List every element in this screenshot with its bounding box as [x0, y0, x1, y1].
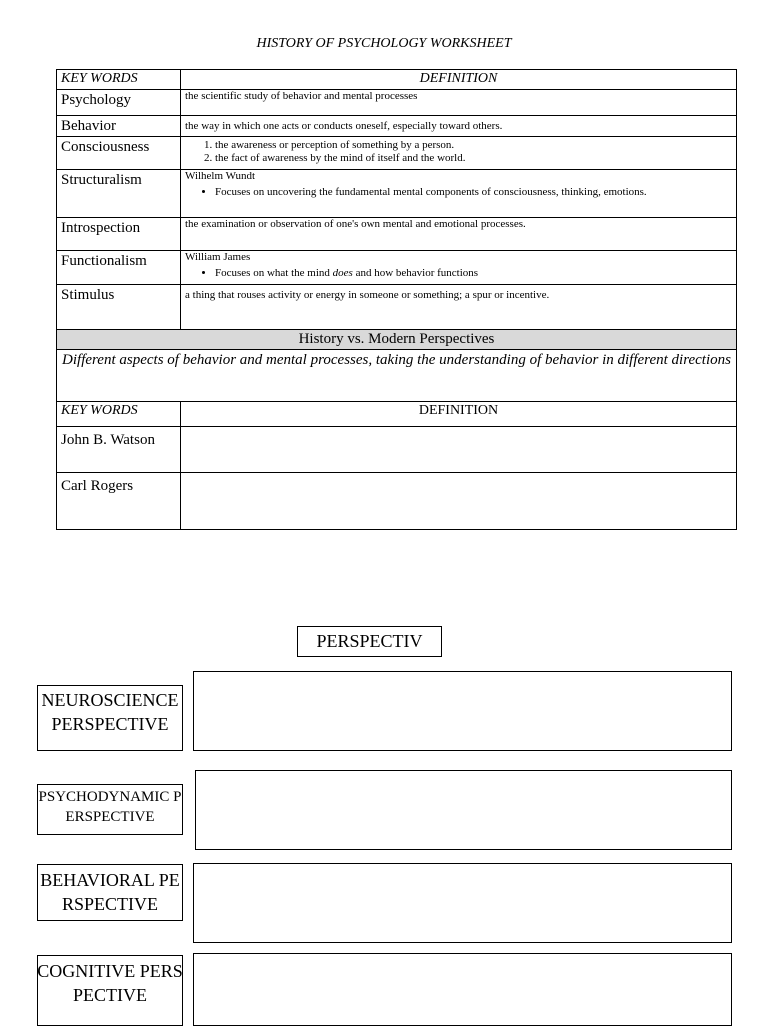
- worksheet-title: HISTORY OF PSYCHOLOGY WORKSHEET: [256, 36, 512, 51]
- psychodynamic-label: PSYCHODYNAMIC PERSPECTIVE: [38, 789, 182, 825]
- table-row: [57, 218, 737, 251]
- term-psychology: Psychology: [57, 90, 181, 116]
- table-row: [57, 427, 737, 473]
- aspects-row: [57, 350, 737, 402]
- psychodynamic-answer-box[interactable]: [195, 770, 732, 850]
- term-behavior: Behavior: [57, 116, 181, 137]
- person-name: William James: [185, 251, 251, 263]
- behavioral-label: BEHAVIORAL PERSPECTIVE: [40, 870, 180, 914]
- header-definition: DEFINITION: [181, 70, 737, 90]
- definition-bullet: • Focuses on uncovering the fundamental mental components of consciousness, thinking, emotions.: [215, 186, 732, 199]
- table-row: [57, 137, 737, 170]
- table-row: [57, 90, 737, 116]
- term-carl-rogers: Carl Rogers: [57, 473, 181, 530]
- table-row: [57, 473, 737, 530]
- aspects-description: Different aspects of behavior and mental processes, taking the understanding of behavior in different directions: [57, 350, 737, 402]
- neuroscience-answer-box[interactable]: [193, 671, 732, 751]
- header-key-words: KEY WORDS: [57, 70, 181, 90]
- definition-behavior: the way in which one acts or conducts oneself, especially toward others.: [181, 116, 737, 137]
- cognitive-label: COGNITIVE PERSPECTIVE: [37, 961, 183, 1005]
- header-definition-2: DEFINITION: [181, 402, 737, 427]
- definition-bullet: • Focuses on what the mind does and how behavior functions: [215, 267, 732, 280]
- perspectives-title: PERSPECTIV: [297, 626, 442, 657]
- behavioral-answer-box[interactable]: [193, 863, 732, 943]
- table-row: [57, 170, 737, 218]
- definition-structuralism: [181, 170, 737, 218]
- definition-introspection: the examination or observation of one's own mental and emotional processes.: [181, 218, 737, 251]
- definition-blank[interactable]: [181, 473, 737, 530]
- cognitive-answer-box[interactable]: [193, 953, 732, 1026]
- term-structuralism: Structuralism: [57, 170, 181, 218]
- term-introspection: Introspection: [57, 218, 181, 251]
- table-row: [57, 285, 737, 330]
- table-header-row: [57, 70, 737, 90]
- table-row: [57, 251, 737, 285]
- definition-item: 1. the awareness or perception of something by a person.: [215, 139, 732, 152]
- definition-stimulus: a thing that rouses activity or energy in someone or something; a spur or incentive.: [181, 285, 737, 330]
- definition-blank[interactable]: [181, 427, 737, 473]
- definition-consciousness: [181, 137, 737, 170]
- definition-functionalism: [181, 251, 737, 285]
- keywords-table: [56, 69, 737, 530]
- term-stimulus: Stimulus: [57, 285, 181, 330]
- term-consciousness: Consciousness: [57, 137, 181, 170]
- section-header-row: [57, 330, 737, 350]
- neuroscience-label: NEUROSCIENCE PERSPECTIVE: [41, 690, 179, 734]
- person-name: Wilhelm Wundt: [185, 170, 256, 182]
- definition-item: 2. the fact of awareness by the mind of itself and the world.: [215, 152, 732, 165]
- section-title: History vs. Modern Perspectives: [57, 330, 737, 350]
- table-header-row-2: [57, 402, 737, 427]
- header-key-words-2: KEY WORDS: [57, 402, 181, 427]
- term-john-watson: John B. Watson: [57, 427, 181, 473]
- definition-psychology: the scientific study of behavior and mental processes: [181, 90, 737, 116]
- table-row: [57, 116, 737, 137]
- term-functionalism: Functionalism: [57, 251, 181, 285]
